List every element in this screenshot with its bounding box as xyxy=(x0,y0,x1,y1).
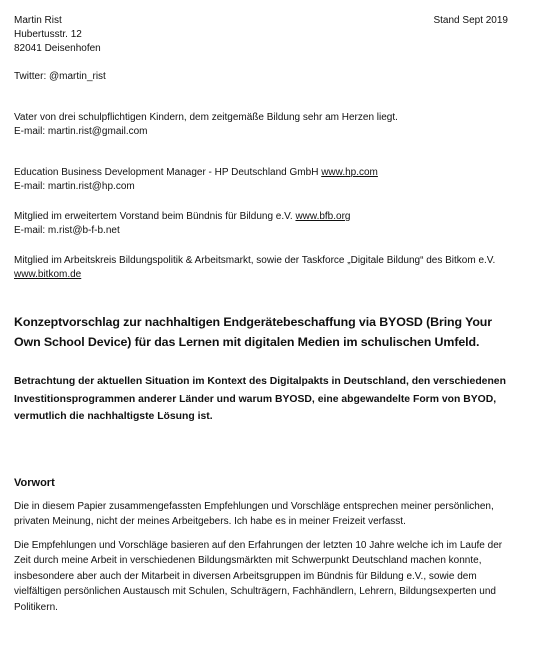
address-block xyxy=(14,14,519,56)
document-page xyxy=(14,14,519,615)
author-street: Hubertusstr. 12 xyxy=(14,29,82,40)
hp-link[interactable]: www.hp.com xyxy=(321,167,378,178)
document-title: Konzeptvorschlag zur nachhaltigen Endgerätebeschaffung via BYOSD (Bring Your Own School Device) für das Lernen mit digitalen Medien im schulischen Umfeld. xyxy=(14,315,493,349)
hp-text: Education Business Development Manager - HP Deutschland GmbH xyxy=(14,167,319,178)
document-subtitle: Betrachtung der aktuellen Situation im Kontext des Digitalpakts in Deutschland, den verschiedenen Investitionsprogrammen anderer Länder und warum BYOSD, eine abgewandelte Form von BYOD, vermutlich die nachhaltigste Lösung ist. xyxy=(14,376,506,422)
private-email: E-mail: martin.rist@gmail.com xyxy=(14,126,148,137)
bitkom-description: Mitglied im Arbeitskreis Bildungspolitik & Arbeitsmarkt, sowie der Taskforce „Digitale Bildung“ des Bitkom e.V. xyxy=(14,255,496,266)
bfb-text: Mitglied im erweitertem Vorstand beim Bündnis für Bildung e.V. xyxy=(14,211,293,222)
bfb-description xyxy=(14,210,519,224)
vorwort-paragraph-2: Die Empfehlungen und Vorschläge basieren auf den Erfahrungen der letzten 10 Jahre welche ich im Laufe der Zeit durch meine Arbeit in verschiedenen Bildungsmärkten mit Schwerpunkt Deutschland machen konnte, insbesondere aber auch der Mitarbeit in diversen Arbeitsgruppen im Bündnis für Bildung e.V., sowie dem vielfältigen persönlichen Austausch mit Schulen, Schulträgern, Fachhändlern, Lehrern, Bildungsexperten und Politikern. xyxy=(14,539,503,613)
author-name: Martin Rist xyxy=(14,15,62,26)
hp-description xyxy=(14,166,519,180)
bitkom-link[interactable]: www.bitkom.de xyxy=(14,269,82,280)
vorwort-paragraph-1: Die in diesem Papier zusammengefassten Empfehlungen und Vorschläge entsprechen meiner persönlichen, privaten Meinung, nicht der meines Arbeitgebers. Ich habe es in meiner Freizeit verfasst. xyxy=(14,500,494,527)
hp-email: E-mail: martin.rist@hp.com xyxy=(14,181,135,192)
section-heading-vorwort: Vorwort xyxy=(14,476,55,489)
twitter-handle: Twitter: @martin_rist xyxy=(14,71,106,82)
author-city: 82041 Deisenhofen xyxy=(14,43,101,54)
bfb-link[interactable]: www.bfb.org xyxy=(295,211,351,222)
bfb-email: E-mail: m.rist@b-f-b.net xyxy=(14,225,120,236)
private-description: Vater von drei schulpflichtigen Kindern, dem zeitgemäße Bildung sehr am Herzen liegt. xyxy=(14,112,398,123)
document-date: Stand Sept 2019 xyxy=(433,15,508,26)
